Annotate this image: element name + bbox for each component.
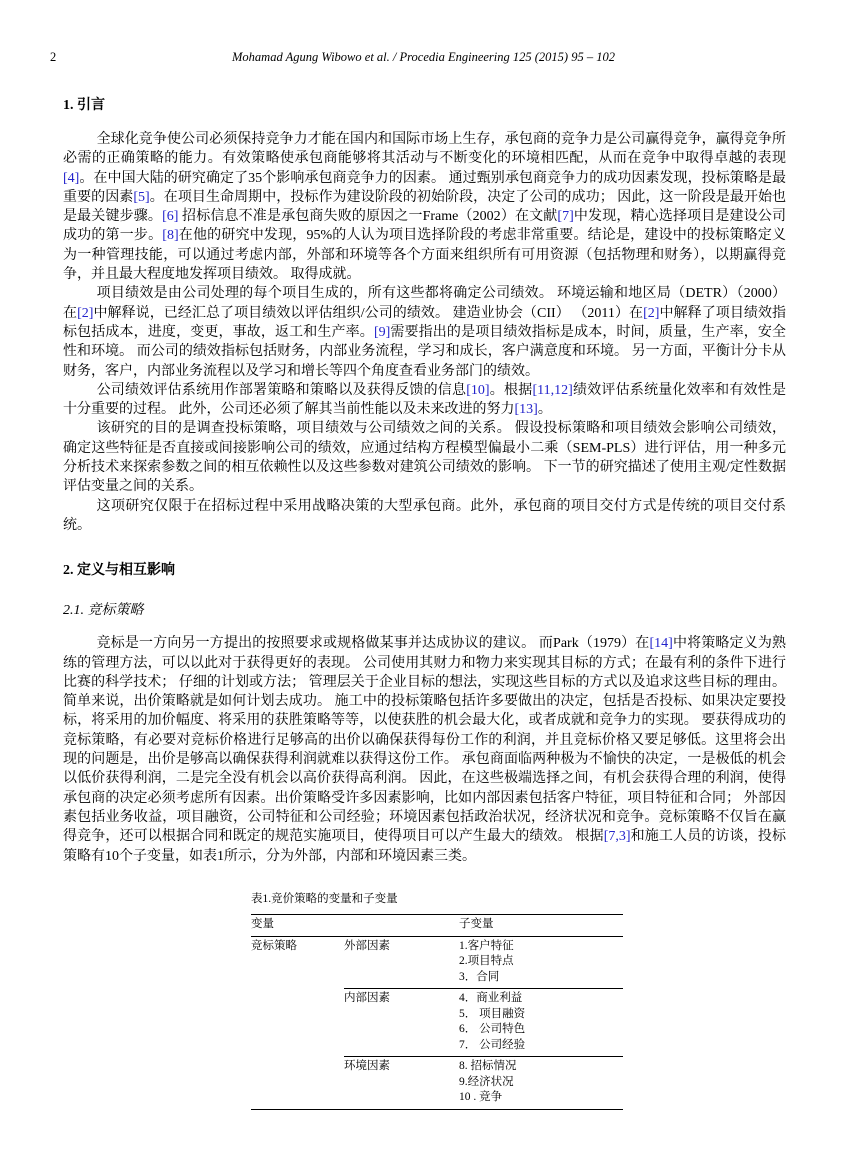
citation-link[interactable]: [4]	[63, 170, 80, 186]
table-subvariable: 3．合同	[459, 970, 500, 983]
citation-link[interactable]: [5]	[133, 189, 150, 205]
text-run: 在他的研究中发现，95%的人认为项目选择阶段的考虑非常重要。结论是，建设中的投标策略定义为一种管理技能，可以通过考虑内部，外部和环境等各个方面来组织所有可用资源（包括物理和财务），以期赢得竞争，并且最大程度地发挥项目绩效。 取得成就。	[63, 228, 786, 283]
paragraph	[63, 419, 786, 496]
citation-link[interactable]: [8]	[162, 228, 179, 244]
table-cell-subvariables	[459, 1057, 623, 1110]
table-cell-category: 外部因素	[344, 936, 459, 989]
table-subvariable: 10 . 竞争	[459, 1091, 503, 1104]
table-subvariable: 8. 招标情况	[459, 1060, 517, 1073]
table-subvariable: 7． 公司经验	[459, 1038, 526, 1051]
table-cell-variable	[251, 989, 344, 1057]
citation-link[interactable]: [10]	[466, 382, 490, 398]
citation-link[interactable]: [7]	[557, 209, 574, 225]
text-run: 。在项目生命周期中，投标作为建设阶段的初始阶段，决定了公司的成功； 因此，这一阶段是最开始也是最关键步骤。	[63, 189, 787, 225]
bidding-strategy-table	[251, 914, 623, 1110]
citation-link[interactable]: [11,12]	[532, 382, 573, 398]
text-run: 中解释了项目绩效指标包括成本，进度，变更，事故，返工和生产率。	[63, 305, 787, 340]
table-cell-variable	[251, 1057, 344, 1110]
text-run: 项目绩效是由公司处理的每个项目生成的，所有这些都将确定公司绩效。 环境运输和地区局（DETR）（2000）在	[63, 286, 786, 321]
paragraph	[63, 634, 786, 866]
page-header	[0, 50, 847, 65]
table-subvariable: 1.客户特征	[459, 939, 514, 952]
table-cell-variable: 竞标策略	[251, 939, 297, 952]
citation-link[interactable]: [7,3]	[603, 829, 631, 845]
text-run: 竞标是一方向另一方提出的按照要求或规格做某事并达成协议的建议。 而Park（1979）在	[96, 636, 650, 652]
table-caption: 表1.竞价策略的变量和子变量	[251, 892, 398, 905]
text-run: 招标信息不准是承包商失败的原因之一Frame（2002）在文献	[178, 209, 558, 225]
running-title: Mohamad Agung Wibowo et al. / Procedia Engineering 125 (2015) 95 – 102	[232, 50, 615, 64]
table-subvariable: 4．商业利益	[459, 992, 523, 1005]
paragraph	[63, 130, 786, 284]
text-run: 中发现，精心选择项目是建设公司成功的第一步。	[63, 209, 787, 244]
text-run: 。在中国大陆的研究确定了35个影响承包商竞争力的因素。 通过甄别承包商竞争力的成功因素发现，投标策略是最重要的因素	[63, 170, 786, 205]
table-subvariable: 6． 公司特色	[459, 1023, 526, 1036]
text-run: 。根据	[489, 382, 533, 398]
table-row	[251, 1057, 623, 1110]
table-cell-category: 环境因素	[344, 1060, 390, 1073]
text-run: 和施工人员的访谈，投标策略有10个子变量，如表1所示，分为外部，内部和环境因素三类。	[63, 829, 786, 864]
text-run: 绩效评估系统量化效率和有效性是十分重要的过程。 此外，公司还必须了解其当前性能以及未来改进的努力	[63, 382, 787, 418]
citation-link[interactable]: [9]	[373, 324, 391, 340]
text-run: 该研究的目的是调查投标策略，项目绩效与公司绩效之间的关系。 假设投标策略和项目绩效会影响公司绩效，确定这些特征是否直接或间接影响公司的绩效，应通过结构方程模型偏最小二乘（SEM-PLS）进行评估，用一种多元分析技术来探索参数之间的相互依赖性以及这些参数对建筑公司绩效的影响。 下一节的研究描述了使用主观/定性数据评估变量之间的关系。	[63, 421, 786, 495]
citation-link[interactable]: [6]	[162, 209, 179, 225]
table-header-subvariable: 子变量	[459, 915, 623, 937]
text-run: 全球化竞争使公司必须保持竞争力才能在国内和国际市场上生存，承包商的竞争力是公司赢得竞争，赢得竞争所必需的正确策略的能力。有效策略使承包商能够将其活动与不断变化的环境相匹配，从而在竞争中取得卓越的表现	[63, 132, 786, 167]
table-subvariable: 5． 项目融资	[459, 1007, 526, 1020]
text-run: 公司绩效评估系统用作部署策略和策略以及获得反馈的信息	[96, 382, 467, 398]
citation-link[interactable]: [14]	[649, 636, 673, 652]
table-header-variable: 变量	[251, 915, 459, 937]
table-row	[251, 936, 623, 989]
citation-link[interactable]: [2]	[643, 305, 660, 321]
citation-link[interactable]: [13]	[514, 402, 538, 418]
table-cell-subvariables	[459, 936, 623, 989]
table-cell-subvariables	[459, 989, 623, 1057]
text-run: 中解释说，已经汇总了项目绩效以评估组织/公司的绩效。 建造业协会（CII） （2011）在	[93, 305, 644, 321]
paragraph	[63, 284, 786, 380]
subsection-heading: 2.1. 竞标策略	[63, 603, 144, 619]
table-row	[251, 989, 623, 1057]
table-header-row	[251, 915, 623, 937]
section-heading: 1. 引言	[63, 98, 105, 113]
table-1	[251, 892, 623, 1110]
page-number: 2	[50, 50, 57, 64]
table-cell-category: 内部因素	[344, 989, 459, 1057]
citation-link[interactable]: [2]	[77, 305, 94, 321]
text-run: 中将策略定义为熟练的管理方法，可以以此对于获得更好的表现。 公司使用其财力和物力来实现其目标的方式；在最有利的条件下进行比赛的科学技术； 仔细的计划或方法； 管理层关于企业目标的想法，实现这些目标的方式以及追求这些目标的理由。简单来说，出价策略就是如何计划去成功。 施工中的投标策略包括许多要做出的决定，包括是否投标、如果决定要投标，将采用的加价幅度、将采用的获胜策略等等，以使获胜的机会最大化，或者成就和竞争力的实现。 要获得成功的竞标策略，有必要对竞标价格进行足够高的出价以确保获得每份工作的利润，并且竞标价格又要足够低。这里将会出现的问题是，出价是够高以确保获得利润就难以获得这份工作。 承包商面临两种极为不愉快的决定，一是极低的机会以低价获得利润，二是完全没有机会以高价获得高利润。 因此，在这些极端选择之间，有机会获得合理的利润，使得承包商的决定必须考虑所有因素。出价策略受许多因素影响，比如内部因素包括客户特征，项目特征和合同； 外部因素包括业务收益，项目融资，公司特征和公司经验；环境因素包括政治状况，经济状况和竞争。竞标策略不仅旨在赢得竞争，还可以根据合同和既定的规范实施项目，使得项目可以产生最大的绩效。 根据	[63, 636, 786, 845]
table-subvariable: 2.项目特点	[459, 955, 514, 968]
text-run: 这项研究仅限于在招标过程中采用战略决策的大型承包商。此外，承包商的项目交付方式是传统的项目交付系统。	[63, 498, 786, 533]
text-run: 需要指出的是项目绩效指标是成本，时间，质量，生产率，安全性和环境。 而公司的绩效指标包括财务，内部业务流程，学习和成长，客户满意度和环境。 另一方面，平衡计分卡从财务，客户，内部业务流程以及学习和增长等四个角度查看业务部门的绩效。	[63, 324, 787, 379]
section-heading: 2. 定义与相互影响	[63, 563, 175, 579]
text-run: 。	[537, 402, 552, 418]
table-subvariable: 9.经济状况	[459, 1075, 514, 1088]
paragraph	[63, 497, 786, 536]
paragraph	[63, 381, 786, 420]
paper-body	[63, 86, 786, 1110]
